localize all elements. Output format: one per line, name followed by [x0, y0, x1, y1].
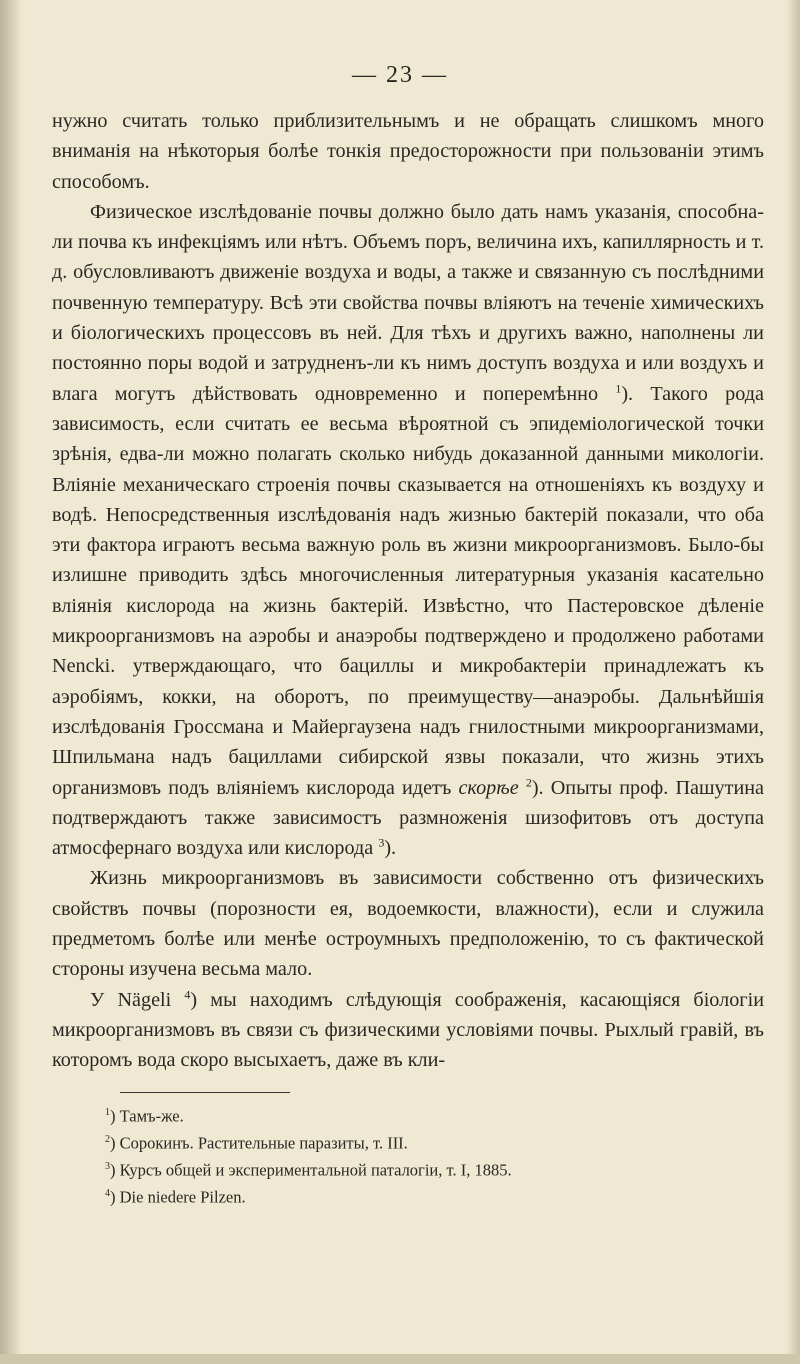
- emphasis-text: скорѣе: [458, 776, 519, 799]
- footnote-divider: [120, 1092, 290, 1093]
- footnote-ref: 3: [378, 835, 385, 850]
- paragraph-text: ) мы находимъ слѣдующія соображенія, касающіяся біологіи микроорганизмовъ въ связи съ физическими условіями почвы. Рыхлый гравій, въ которомъ вода скоро высыхаетъ, даже въ кли-: [52, 988, 764, 1072]
- paragraph-text: ).: [384, 837, 397, 860]
- footnote-mark: 3: [105, 1161, 110, 1172]
- paragraph: [52, 197, 764, 864]
- footnote-ref: 2: [525, 774, 532, 789]
- page-right-edge: [786, 0, 800, 1364]
- footnotes: [105, 1101, 765, 1209]
- paragraph-text: Физическое изслѣдованіе почвы должно было дать намъ указанія, способна-ли почва къ инфекціямъ или нѣтъ. Объемъ поръ, величина ихъ, капиллярность и т. д. обусловливаютъ движеніе воздуха и воды, а также и связанную съ послѣдними почвенную температуру. Всѣ эти свойства почвы вліяютъ на теченіе химическихъ и біологическихъ процессовъ въ ней. Для тѣхъ и другихъ важно, наполнены ли постоянно поры водой и затрудненъ-ли къ нимъ доступъ воздуха и или воздухъ и влага могутъ дѣйствовать одновременно и поперемѣнно: [52, 200, 764, 405]
- footnote-text: ) Курсъ общей и экспериментальной паталогіи, т. I, 1885.: [110, 1160, 512, 1180]
- paragraph: [52, 985, 764, 1076]
- paragraph-text: ). Такого рода зависимость, если считать ее весьма вѣроятной съ эпидеміологической точки зрѣнія, едва-ли можно полагать сколько нибудь доказанной данными микологіи. Вліяніе механическаго строенія почвы сказывается на отношеніяхъ къ воздуху и водѣ. Непосредственныя изслѣдованія надъ жизнью бактерій показали, что оба эти фактора играютъ весьма важную роль въ жизни микроорганизмовъ. Было-бы излишне приводить здѣсь многочисленныя литературныя указанія касательно вліянія кислорода на жизнь бактерій. Извѣстно, что Пастеровское дѣленіе микроорганизмовъ на аэробы и анаэробы подтверждено и продолжено работами Nencki. утверждающаго, что бациллы и микробактеріи принадлежатъ къ аэробіямъ, кокки, на оборотъ, по преимуществу—анаэробы. Дальнѣйшія изслѣдованія Гроссмана и Майергаузена надъ гнилостными микроорганизмами, Шпильмана надъ бациллами сибирской язвы показали, что жизнь этихъ организмовъ подъ вліяніемъ кислорода идетъ: [52, 382, 764, 799]
- footnote-item: [105, 1101, 765, 1128]
- paragraph-text: нужно считать только приблизительнымъ и не обращать слишкомъ много вниманія на нѣкоторыя болѣе тонкія предосторожности при пользованіи этимъ способомъ.: [52, 110, 764, 193]
- paragraph: [52, 106, 764, 197]
- footnote-item: [105, 1182, 765, 1209]
- paragraph-text: Жизнь микроорганизмовъ въ зависимости собственно отъ физическихъ свойствъ почвы (порозности ея, водоемкости, влажности), если и служила предметомъ болѣе или менѣе остроумныхъ предположенію, то съ фактической стороны изучена весьма мало.: [52, 867, 764, 981]
- paragraph-text: ). Опыты проф. Пашутина подтверждаютъ также зависимостъ размноженія шизофитовъ отъ доступа атмосфернаго воздуха или кислорода: [52, 776, 765, 860]
- paragraph: [52, 863, 764, 984]
- footnote-item: [105, 1128, 765, 1155]
- paragraph-text: [519, 777, 526, 799]
- footnote-ref: 4: [184, 986, 191, 1001]
- paragraph-text: У Nägeli: [90, 988, 185, 1011]
- footnote-text: ) Die niedere Pilzen.: [110, 1187, 246, 1207]
- footnote-text: ) Тамъ-же.: [110, 1106, 184, 1126]
- page-number: — 23 —: [352, 62, 448, 88]
- body-text: [52, 106, 764, 1076]
- footnote-ref: 1: [615, 380, 622, 395]
- footnote-text: ) Сорокинъ. Растительные паразиты, т. III.: [110, 1133, 408, 1153]
- footnote-mark: 1: [105, 1107, 110, 1118]
- page-bottom-edge: [0, 1354, 800, 1364]
- footnote-item: [105, 1155, 765, 1182]
- footnote-mark: 4: [105, 1188, 110, 1199]
- footnote-mark: 2: [105, 1134, 110, 1145]
- page-left-edge: [0, 0, 22, 1364]
